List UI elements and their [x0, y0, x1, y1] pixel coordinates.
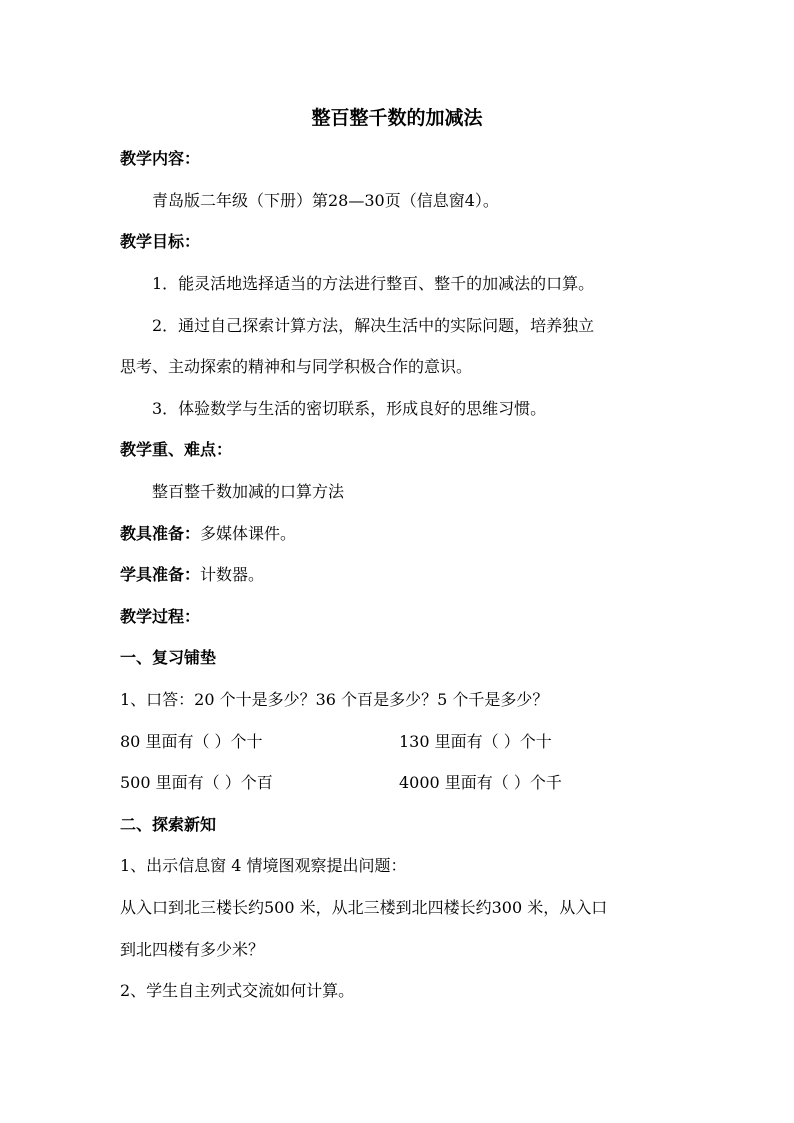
goal-2-line-1: 2．通过自己探索计算方法，解决生活中的实际问题，培养独立: [152, 316, 595, 335]
fill-blank-1: 80 里面有（ ）个十: [120, 732, 263, 751]
goal-3: 3．体验数学与生活的密切联系，形成良好的思维习惯。: [152, 399, 547, 418]
section-2-heading: 二、探索新知: [120, 815, 217, 834]
section-1-heading: 一、复习铺垫: [120, 648, 217, 667]
teaching-tools-value: 多媒体课件。: [200, 524, 297, 543]
learning-tools: [120, 565, 264, 585]
goals-heading: 教学目标：: [120, 232, 201, 251]
fill-blank-3: 500 里面有（ ）个百: [120, 773, 273, 792]
teaching-tools-label: 教具准备：: [120, 524, 201, 543]
goal-2-line-2: 思考、主动探索的精神和与同学积极合作的意识。: [120, 357, 473, 376]
learning-tools-label: 学具准备：: [120, 565, 201, 584]
key-points-text: 整百整千数加减的口算方法: [152, 482, 345, 501]
fill-blank-2: 130 里面有（ ）个十: [399, 732, 552, 751]
learning-tools-value: 计数器。: [200, 565, 265, 584]
explore-step-1: 1、出示信息窗 4 情境图观察提出问题：: [120, 856, 407, 875]
fill-blank-4: 4000 里面有（ ）个千: [399, 773, 562, 792]
document-title: 整百整千数的加减法: [311, 107, 483, 129]
content-text: 青岛版二年级（下册）第28—30页（信息窗4）。: [152, 191, 499, 210]
content-heading: 教学内容：: [120, 149, 201, 168]
oral-question: 1、口答：20 个十是多少？36 个百是多少？5 个千是多少？: [120, 690, 549, 709]
problem-line-1: 从入口到北三楼长约500 米，从北三楼到北四楼长约300 米，从入口: [120, 898, 608, 917]
goal-1: 1．能灵活地选择适当的方法进行整百、整千的加减法的口算。: [152, 274, 595, 293]
problem-line-2: 到北四楼有多少米？: [120, 940, 265, 959]
explore-step-2: 2、学生自主列式交流如何计算。: [120, 981, 355, 1000]
teaching-tools: [120, 524, 296, 544]
key-points-heading: 教学重、难点：: [120, 440, 233, 459]
process-heading: 教学过程：: [120, 607, 201, 626]
